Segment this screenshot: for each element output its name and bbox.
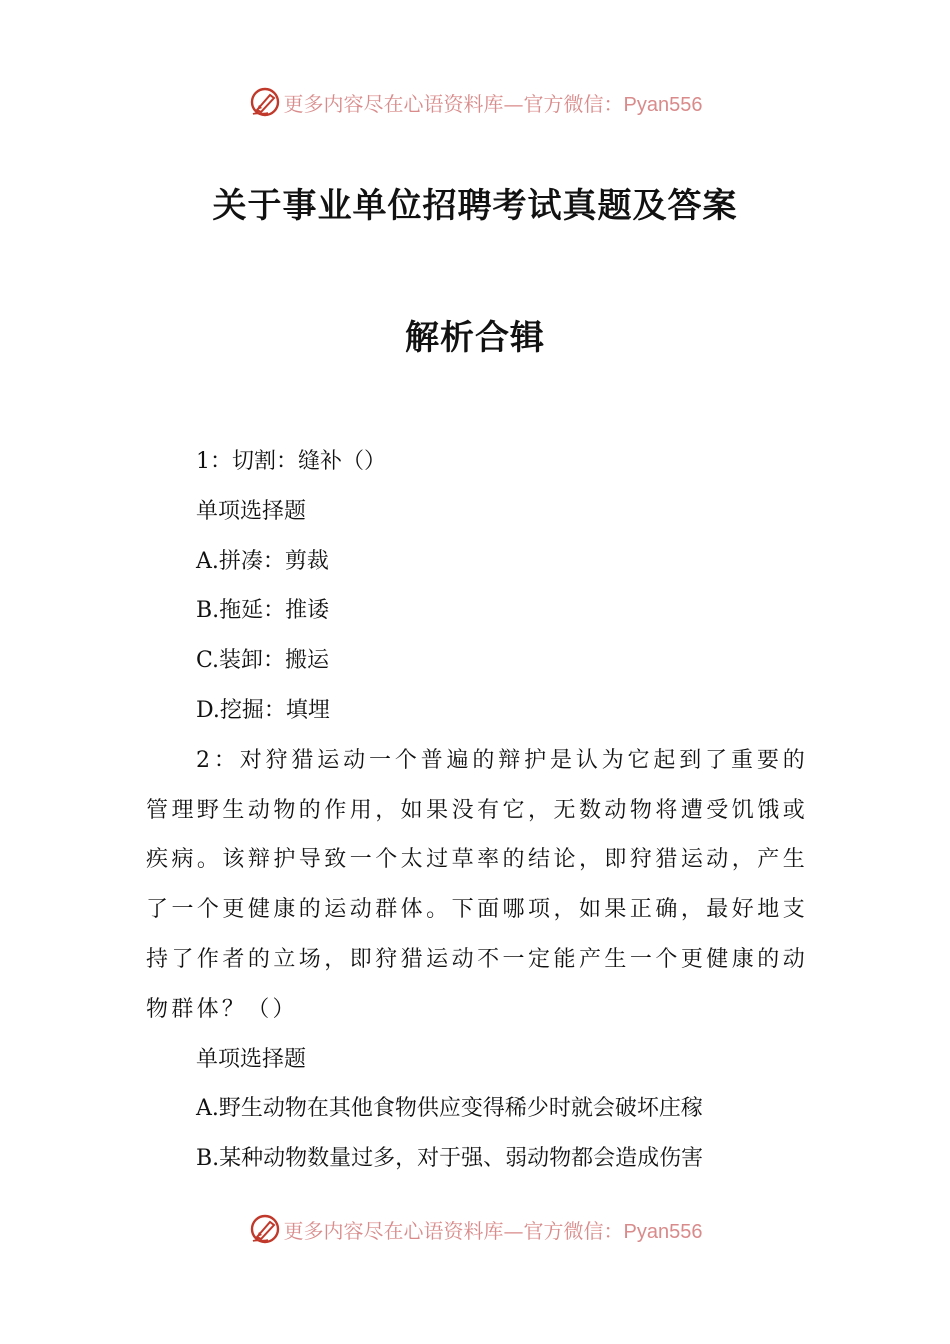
banner-text: 更多内容尽在心语资料库—官方微信：Pyan556	[283, 91, 703, 116]
pen-nib-icon	[248, 1212, 282, 1246]
document-title-line-1: 关于事业单位招聘考试真题及答案	[212, 186, 738, 226]
question-1-type: 单项选择题	[196, 498, 307, 524]
question-2-stem: 2：对狩猎运动一个普遍的辩护是认为它起到了重要的管理野生动物的作用，如果没有它，无数动物将遭受饥饿或疾病。该辩护导致一个太过草率的结论，即狩猎运动，产生了一个更健康的运动群体。下面哪项，如果正确，最好地支持了作者的立场，即狩猎运动不一定能产生一个更健康的动物群体？（）	[146, 747, 808, 1022]
pen-nib-icon	[248, 85, 282, 119]
question-1-option-c: C.装卸：搬运	[196, 648, 330, 674]
question-1-option-a: A.拼凑：剪裁	[196, 548, 329, 574]
document-body	[146, 437, 808, 1184]
question-1-option-d: D.挖掘：填埋	[196, 697, 330, 723]
question-2-type: 单项选择题	[196, 1046, 307, 1072]
question-1-option-b: B.拖延：推诿	[196, 598, 330, 624]
footer-watermark-banner	[0, 1209, 950, 1249]
header-watermark-banner	[0, 82, 950, 122]
wechat-id: Pyan556	[623, 93, 703, 116]
wechat-id: Pyan556	[623, 1220, 703, 1243]
question-1-stem: 1：切割：缝补（）	[196, 449, 386, 474]
document-title-line-2: 解析合辑	[405, 318, 545, 358]
question-2-option-a: A.野生动物在其他食物供应变得稀少时就会破坏庄稼	[196, 1096, 703, 1122]
banner-text: 更多内容尽在心语资料库—官方微信：Pyan556	[283, 1218, 703, 1243]
question-2-option-b: B.某种动物数量过多，对于强、弱动物都会造成伤害	[196, 1146, 704, 1172]
